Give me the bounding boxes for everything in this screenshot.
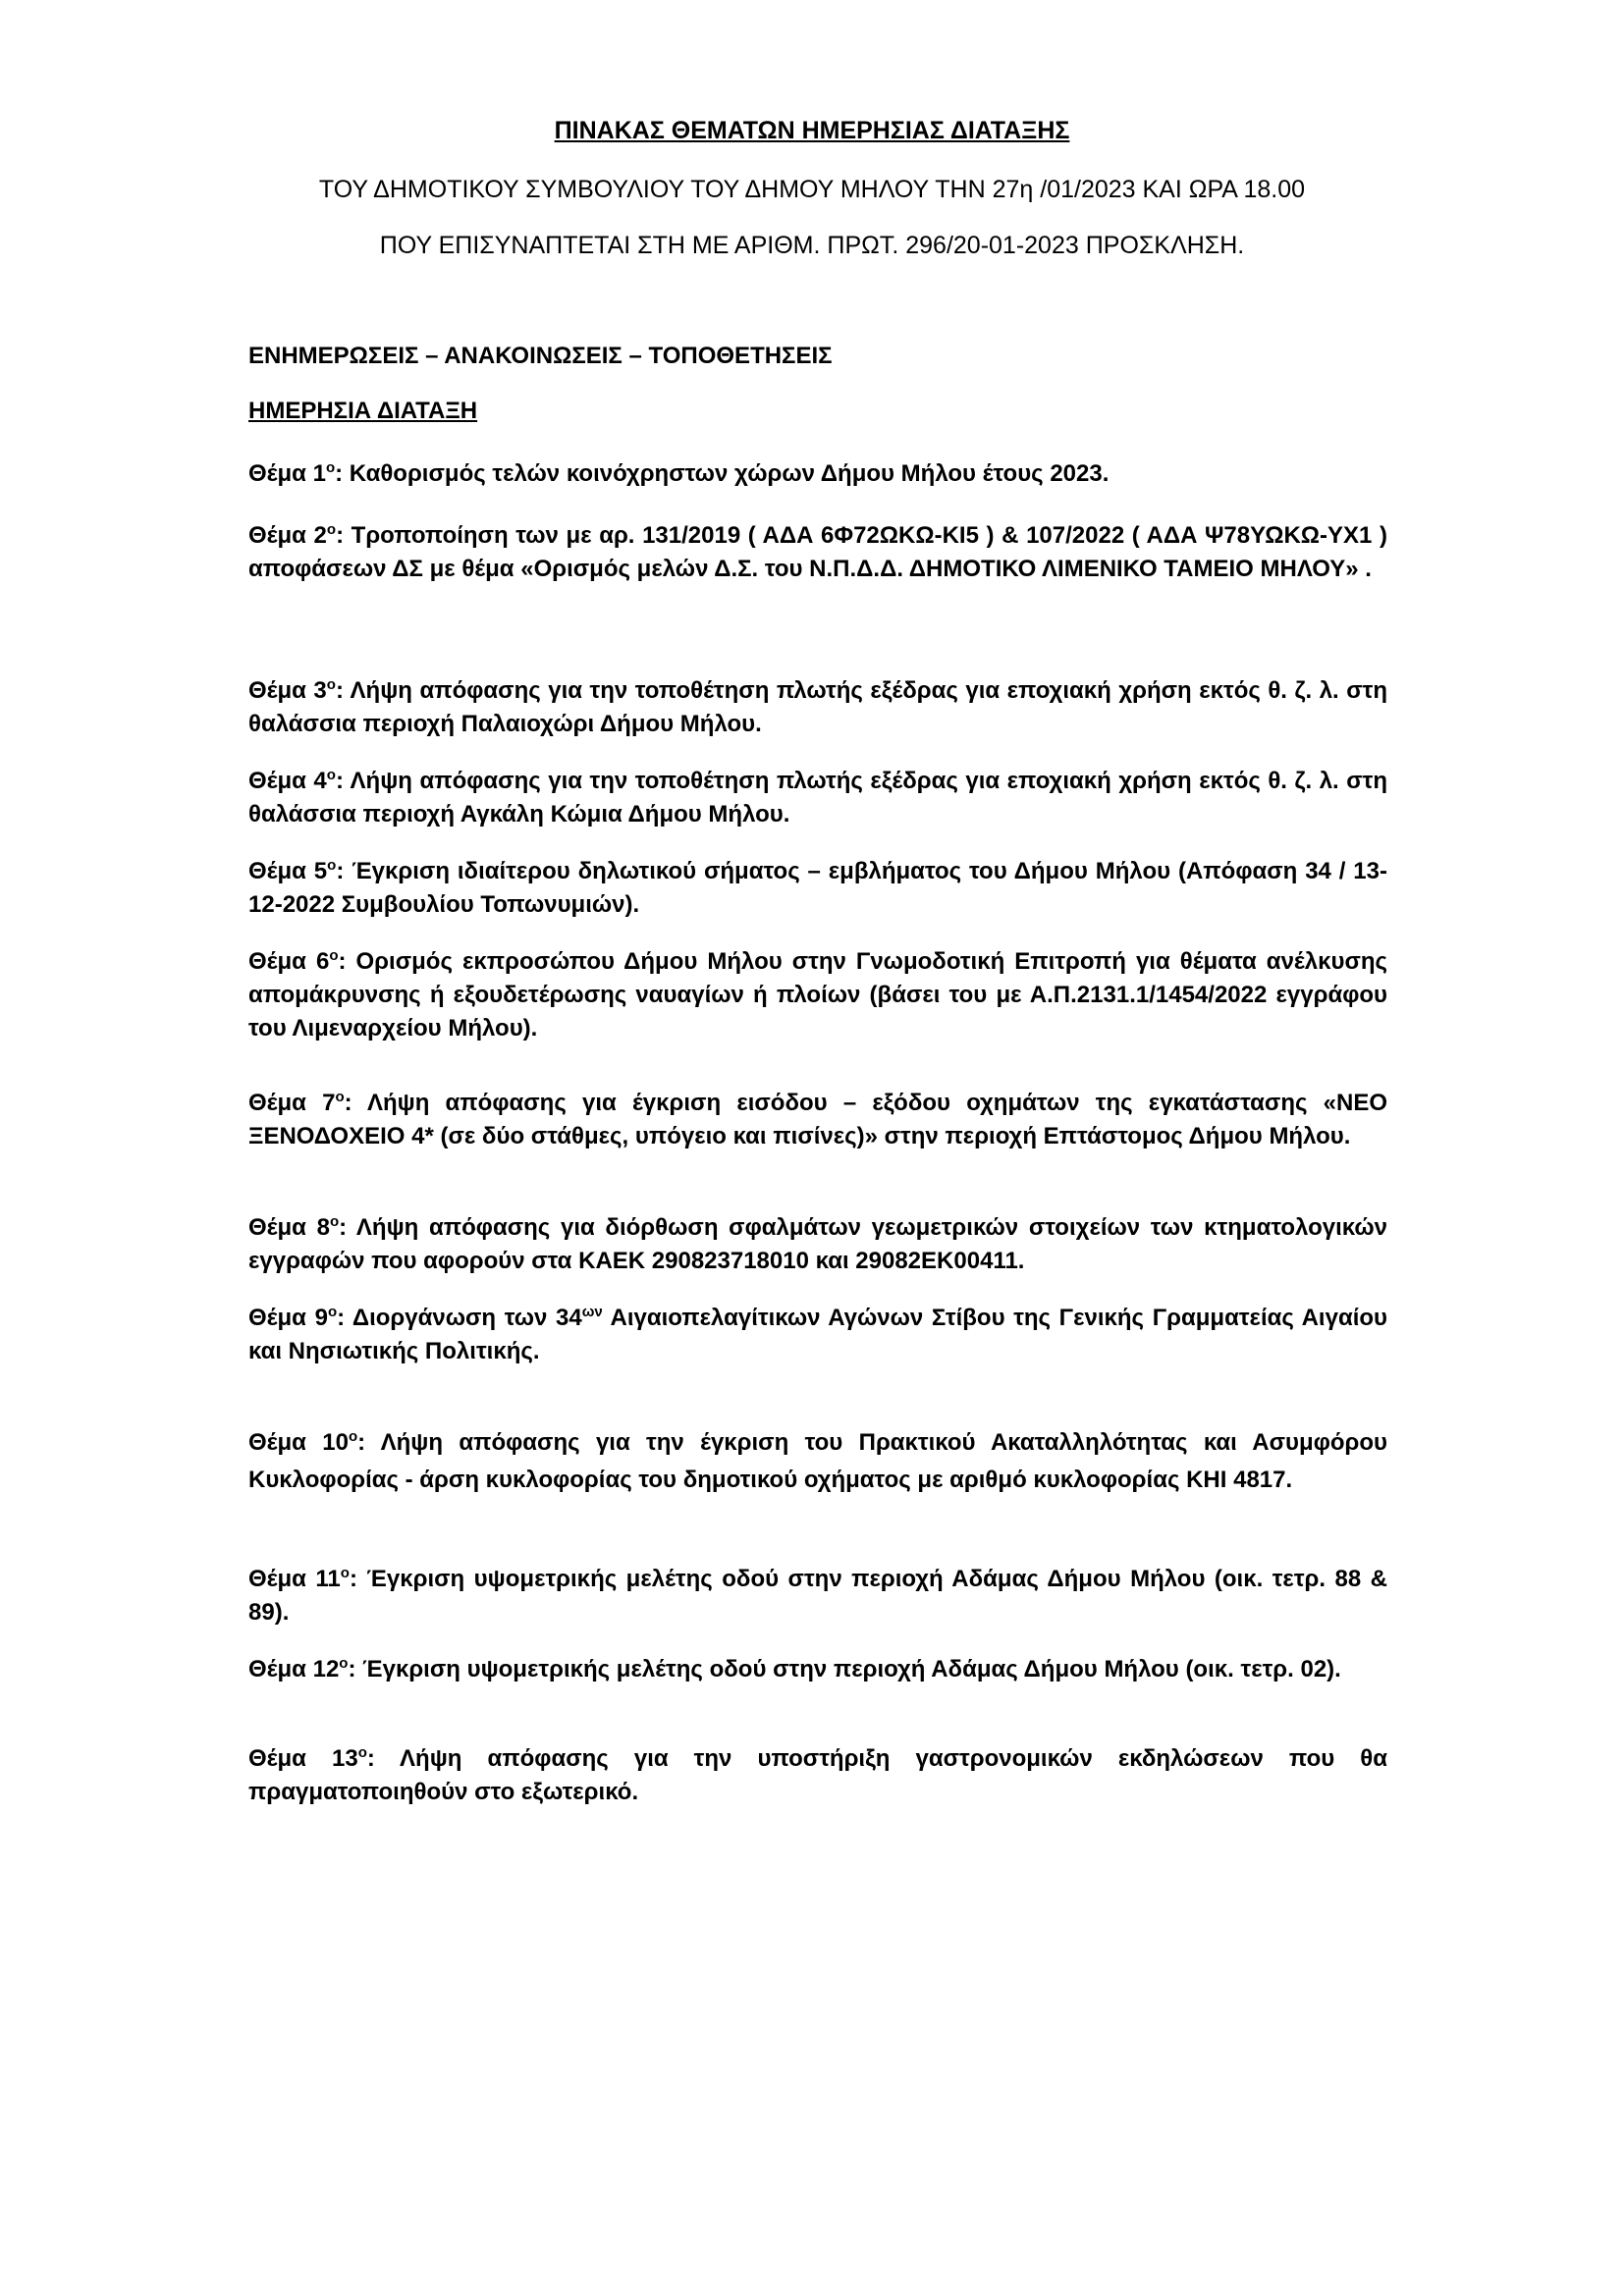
agenda-topic-9 (248, 1302, 1387, 1368)
topic-label: Θέμα 2 (248, 522, 327, 549)
agenda-topic-11 (248, 1563, 1387, 1629)
topic-label: Θέμα 3 (248, 677, 327, 704)
topic-label: Θέμα 8 (248, 1214, 330, 1241)
topic-label: Θέμα 5 (248, 858, 328, 884)
topic-label: Θέμα 6 (248, 948, 330, 975)
topic-label: Θέμα 9 (248, 1305, 328, 1331)
topic-ordinal: ο (335, 1089, 345, 1105)
section-heading-announcements: ΕΝΗΜΕΡΩΣΕΙΣ – ΑΝΑΚΟΙΝΩΣΕΙΣ – ΤΟΠΟΘΕΤΗΣΕΙΣ (248, 343, 833, 369)
topic-text: : Ορισμός εκπροσώπου Δήμου Μήλου στην Γνωμοδοτική Επιτροπή για θέματα ανέλκυσης απομάκρυνσης ή εξουδετέρωσης ναυαγίων ή πλοίων (βάσει του με Α.Π.2131.1/1454/2022 εγγράφου του Λιμεναρχείου Μήλου). (248, 948, 1387, 1041)
agenda-topic-6 (248, 945, 1387, 1045)
document-subtitle-council-date: ΤΟΥ ΔΗΜΟΤΙΚΟΥ ΣΥΜΒΟΥΛΙΟΥ ΤΟΥ ΔΗΜΟΥ ΜΗΛΟΥ ΤΗΝ 27η /01/2023 ΚΑΙ ΩΡΑ 18.00 (318, 176, 1306, 203)
topic-ordinal: ο (339, 1655, 349, 1672)
topic-text: : Λήψη απόφασης για διόρθωση σφαλμάτων γεωμετρικών στοιχείων των κτηματολογικών εγγραφών που αφορούν στα ΚΑΕΚ 290823718010 και 29082ΕΚ00411. (248, 1214, 1387, 1274)
topic-ordinal-inline: ων (581, 1304, 603, 1320)
agenda-topic-5 (248, 855, 1387, 922)
agenda-topic-12 (248, 1653, 1387, 1686)
topic-text-continued: Αιγαιοπελαγίτικων Αγώνων Στίβου της Γενικής Γραμματείας Αιγαίου και Νησιωτικής Πολιτικής. (248, 1305, 1387, 1364)
agenda-topic-1 (248, 457, 1387, 491)
topic-ordinal: ο (329, 1213, 340, 1230)
topic-text: : Λήψη απόφασης για την τοποθέτηση πλωτής εξέδρας για εποχιακή χρήση εκτός θ. ζ. λ. στη θαλάσσια περιοχή Αγκάλη Κώμια Δήμου Μήλου. (248, 768, 1387, 828)
topic-text: : Διοργάνωση των 34 (337, 1305, 582, 1331)
topic-label: Θέμα 13 (248, 1745, 358, 1772)
topic-ordinal: ο (326, 676, 336, 693)
topic-ordinal: ο (348, 1428, 358, 1445)
topic-text: : Λήψη απόφασης για την υποστήριξη γαστρονομικών εκδηλώσεων που θα πραγματοποιηθούν στο εξωτερικό. (248, 1745, 1388, 1805)
topic-ordinal: ο (340, 1565, 350, 1581)
topic-ordinal: ο (327, 1304, 338, 1320)
agenda-topic-4 (248, 765, 1387, 831)
topic-label: Θέμα 10 (248, 1429, 349, 1456)
topic-ordinal: ο (357, 1744, 367, 1761)
topic-text: : Λήψη απόφασης για την έγκριση του Πρακτικού Ακαταλληλότητας και Ασυμφόρου Κυκλοφορίας - άρση κυκλοφορίας του δημοτικού οχήματος με αριθμό κυκλοφορίας ΚΗΙ 4817. (248, 1429, 1387, 1493)
topic-text: : Καθορισμός τελών κοινόχρηστων χώρων Δήμου Μήλου έτους 2023. (335, 460, 1110, 487)
topic-text: : Έγκριση υψομετρικής μελέτης οδού στην περιοχή Αδάμας Δήμου Μήλου (οικ. τετρ. 02). (348, 1656, 1341, 1682)
topic-label: Θέμα 7 (248, 1090, 336, 1116)
document-subtitle-invitation: ΠΟΥ ΕΠΙΣΥΝΑΠΤΕΤΑΙ ΣΤΗ ΜΕ ΑΡΙΘΜ. ΠΡΩΤ. 296/20-01-2023 ΠΡΟΣΚΛΗΣΗ. (379, 232, 1245, 259)
topic-text: : Έγκριση υψομετρικής μελέτης οδού στην περιοχή Αδάμας Δήμου Μήλου (οικ. τετρ. 88 & 89). (248, 1566, 1388, 1626)
topic-ordinal: ο (327, 857, 337, 874)
topic-label: Θέμα 1 (248, 460, 326, 487)
topic-label: Θέμα 12 (248, 1656, 340, 1682)
topic-ordinal: ο (325, 459, 336, 476)
agenda-topic-2 (248, 519, 1387, 586)
topic-text: : Λήψη απόφασης για έγκριση εισόδου – εξόδου οχημάτων της εγκατάστασης «ΝΕΟ ΞΕΝΟΔΟΧΕΙΟ 4* (σε δύο στάθμες, υπόγειο και πισίνες)» στην περιοχή Επτάστομος Δήμου Μήλου. (248, 1090, 1388, 1149)
agenda-topic-13 (248, 1742, 1387, 1809)
topic-ordinal: ο (329, 947, 339, 964)
agenda-topic-10 (248, 1424, 1387, 1499)
agenda-topic-7 (248, 1087, 1387, 1153)
topic-label: Θέμα 4 (248, 768, 327, 794)
topic-ordinal: ο (326, 521, 337, 538)
topic-text: : Έγκριση ιδιαίτερου δηλωτικού σήματος – εμβλήματος του Δήμου Μήλου (Απόφαση 34 / 13-12-2022 Συμβουλίου Τοπωνυμιών). (248, 858, 1387, 918)
document-title: ΠΙΝΑΚΑΣ ΘΕΜΑΤΩΝ ΗΜΕΡΗΣΙΑΣ ΔΙΑΤΑΞΗΣ (554, 117, 1070, 144)
topic-text: : Λήψη απόφασης για την τοποθέτηση πλωτής εξέδρας για εποχιακή χρήση εκτός θ. ζ. λ. στη θαλάσσια περιοχή Παλαιοχώρι Δήμου Μήλου. (248, 677, 1387, 737)
section-heading-agenda: ΗΜΕΡΗΣΙΑ ΔΙΑΤΑΞΗ (248, 398, 478, 424)
agenda-topic-3 (248, 674, 1387, 741)
topic-ordinal: ο (326, 767, 336, 783)
topic-text: : Τροποποίηση των με αρ. 131/2019 ( ΑΔΑ 6Φ72ΩΚΩ-ΚΙ5 ) & 107/2022 ( ΑΔΑ Ψ78ΥΩΚΩ-ΥΧ1 ) αποφάσεων ΔΣ με θέμα «Ορισμός μελών Δ.Σ. του Ν.Π.Δ.Δ. ΔΗΜΟΤΙΚΟ ΛΙΜΕΝΙΚΟ ΤΑΜΕΙΟ ΜΗΛΟΥ» . (248, 522, 1387, 582)
agenda-topic-8 (248, 1211, 1387, 1278)
topic-label: Θέμα 11 (248, 1566, 341, 1592)
